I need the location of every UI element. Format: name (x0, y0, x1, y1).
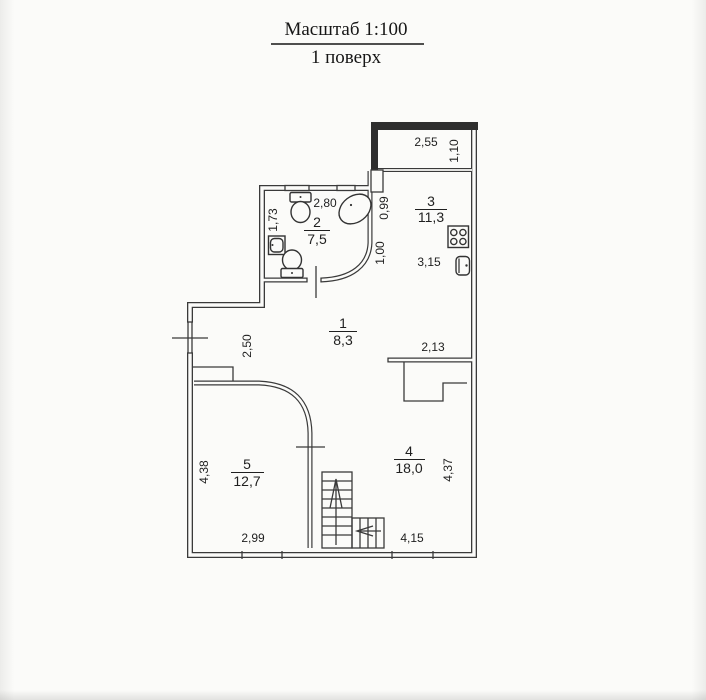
balcony-side-wall (371, 122, 378, 170)
balcony-top-wall (371, 122, 478, 130)
stove-symbol (448, 226, 469, 248)
dim-room5-width: 2,99 (241, 531, 265, 545)
washbasin-symbol (269, 236, 286, 255)
dim-room4-height: 4,37 (441, 458, 455, 482)
duct-niche (404, 362, 467, 401)
room-area: 12,7 (233, 473, 261, 489)
dim-bath-left: 1,73 (266, 208, 280, 232)
floor-subtitle: 1 поверх (310, 47, 382, 68)
dim-hall-left: 2,50 (240, 334, 254, 358)
room-area: 8,3 (333, 332, 353, 348)
window-left-wall (172, 322, 208, 353)
room-label-3 (415, 193, 447, 225)
dim-kitchen-top-right: 0,99 (377, 196, 391, 220)
room-number: 1 (339, 315, 347, 331)
dim-kitchen-width: 3,15 (417, 255, 441, 269)
kitchen-sink-symbol (456, 257, 470, 276)
dim-bay-depth: 1,10 (447, 139, 461, 163)
room-area: 18,0 (395, 460, 423, 476)
room5-wall (194, 383, 310, 548)
toilet-symbol-bottom (281, 250, 303, 278)
scale-title: Масштаб 1:100 (284, 19, 408, 40)
room-area: 7,5 (307, 231, 327, 247)
dim-hall-bottom: 2,13 (421, 340, 445, 354)
room-number: 2 (313, 214, 321, 230)
window-bottom-right (392, 551, 433, 559)
dim-bath-width: 2,80 (313, 196, 337, 210)
room-label-5 (231, 456, 264, 489)
dim-bay-width: 2,55 (414, 135, 438, 149)
room-label-1 (329, 315, 357, 348)
window-bottom-left (242, 551, 282, 559)
dim-room4-width: 4,15 (400, 531, 424, 545)
windows (172, 186, 433, 560)
wall-pier (371, 170, 383, 192)
dim-room5-height: 4,38 (197, 460, 211, 484)
room-number: 4 (405, 443, 413, 459)
wall-block (193, 367, 233, 381)
title-block (271, 19, 424, 68)
room-label-4 (394, 443, 425, 476)
room-number: 3 (427, 193, 435, 209)
room-area: 11,3 (417, 209, 445, 225)
dim-kitchen-mid-right: 1,00 (373, 241, 387, 265)
toilet-symbol-top (290, 193, 311, 223)
vent-bathroom-left (285, 186, 309, 191)
room-number: 5 (243, 456, 251, 472)
staircase (322, 472, 384, 548)
vent-bathroom-right (337, 186, 355, 191)
